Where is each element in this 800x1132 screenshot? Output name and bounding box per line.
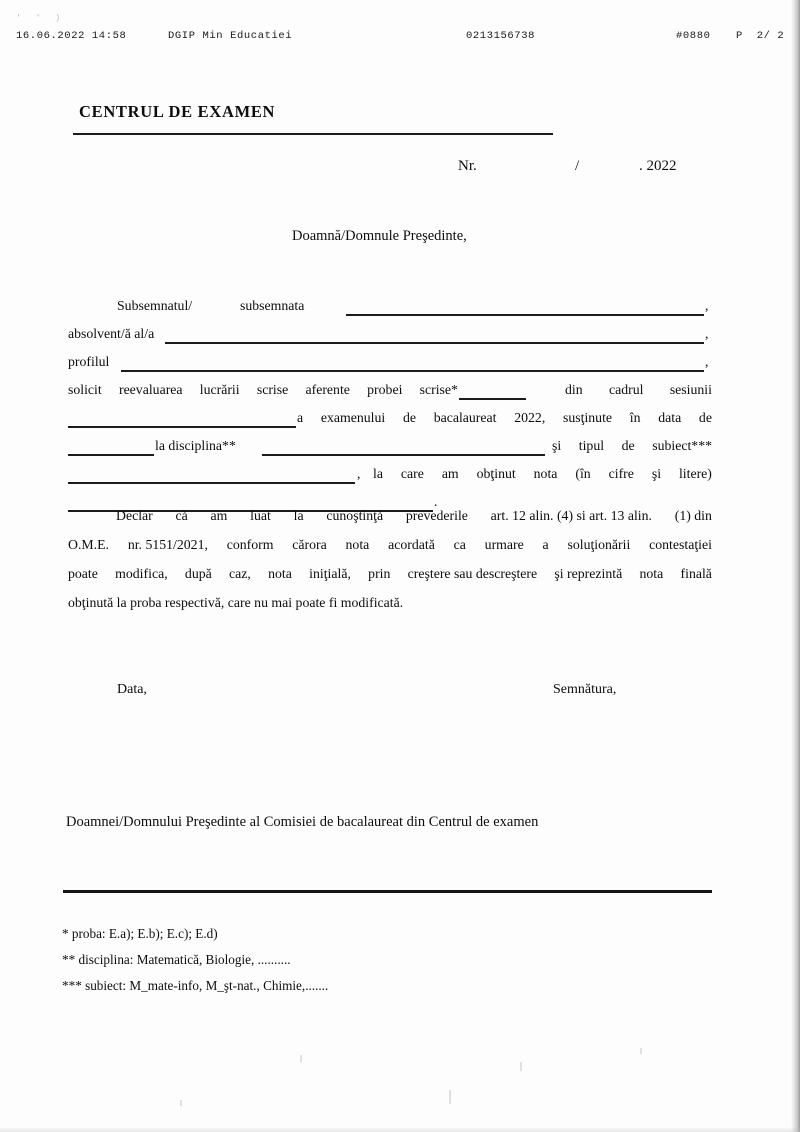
word-2022: 2022, — [514, 410, 546, 425]
scan-speck — [449, 1090, 451, 1104]
word-obtinut: obţinut — [476, 466, 516, 481]
decl-word-solutionarii: soluţionării — [567, 537, 631, 552]
word-si2: şi — [651, 466, 662, 481]
reference-label: Nr. — [458, 158, 477, 174]
reference-number-line — [0, 158, 800, 180]
word-la2: la — [373, 466, 383, 481]
form-line-examen — [68, 410, 712, 438]
blank-rule-profile[interactable] — [121, 370, 704, 372]
scan-edge-shadow — [791, 0, 800, 1132]
word-examenului: examenului — [320, 410, 386, 425]
decl-word-prin: prin — [368, 566, 391, 581]
blank-rule-sesiune[interactable] — [68, 426, 296, 428]
footnote-proba: * proba: E.a); E.b); E.c); E.d) — [62, 926, 218, 941]
footnotes — [62, 921, 328, 999]
decl-word-contestatiei: contestaţiei — [649, 537, 712, 552]
scan-bottom-shadow — [0, 1127, 800, 1132]
decl-word-am: am — [210, 508, 228, 523]
fax-scan-artifacts: ' ' ) — [16, 14, 66, 23]
fax-number: 0213156738 — [466, 30, 536, 42]
declaration-line-4 — [68, 595, 712, 624]
decl-word-poate: poate — [68, 566, 98, 581]
decl-word-nota2: nota — [268, 566, 292, 581]
word-de: de — [402, 410, 416, 425]
fax-page-mark: P 2/ 2 — [736, 30, 785, 42]
decl-word-declar: Declar — [116, 508, 153, 523]
label-profilul: profilul — [68, 354, 110, 369]
comma-line3: , — [705, 354, 709, 369]
scan-speck — [300, 1055, 302, 1062]
word-sustinute: susţinute — [562, 410, 613, 425]
form-line-profilul — [68, 354, 712, 382]
word-din: din — [565, 382, 583, 397]
nota-phrase — [373, 466, 712, 482]
blank-rule-data[interactable] — [68, 454, 154, 456]
decl-word-conform: conform — [226, 537, 274, 552]
fax-header — [0, 30, 800, 56]
decl-word-initiala: iniţială, — [309, 566, 351, 581]
word-reevaluarea: reevaluarea — [118, 382, 183, 397]
footnote-subiect: *** subiect: M_mate-info, M_şt-nat., Chimie,....... — [62, 978, 329, 993]
examen-phrase — [297, 410, 712, 426]
form-line-disciplina — [68, 438, 712, 466]
decl-word-carora: cărora — [292, 537, 327, 552]
disciplina-tail — [552, 438, 712, 454]
decl-word-ome: O.M.E. — [68, 537, 110, 552]
word-tipul: tipul — [578, 438, 605, 453]
reference-separator: / — [575, 158, 580, 174]
form-line-nota — [68, 466, 712, 494]
decl-word-caz: caz, — [229, 566, 251, 581]
decl-word-reprezinta: şi reprezintă — [554, 566, 623, 581]
label-subsemnatul: Subsemnatul/ — [117, 298, 193, 313]
title-underline-rule — [73, 133, 553, 135]
decl-word-dupa: după — [184, 566, 212, 581]
decl-word-ca: că — [175, 508, 188, 523]
decl-word-finala: finală — [680, 566, 712, 581]
decl-word-nr5151: nr. 5151/2021, — [127, 537, 208, 552]
signature-label: Semnătura, — [553, 682, 617, 697]
fax-datetime: 16.06.2022 14:58 — [16, 30, 127, 42]
declaration-line-1 — [68, 508, 712, 537]
decl-word-nota3: nota — [639, 566, 664, 581]
decl-word-luat: luat — [250, 508, 271, 523]
word-nota: nota — [533, 466, 558, 481]
declaration-line-1-words — [116, 508, 712, 524]
footnote-disciplina: ** disciplina: Matematică, Biologie, .......... — [62, 952, 291, 967]
decl-word-a: a — [542, 537, 549, 552]
declaration-line-4-text: obţinută la proba respectivă, care nu mai poate fi modificată. — [68, 595, 404, 610]
word-aferente: aferente — [305, 382, 350, 397]
word-cifre: cifre — [608, 466, 634, 481]
comma-line7: , — [357, 466, 361, 481]
declaration-line-2-words — [68, 537, 712, 553]
salutation: Doamnă/Domnule Preşedinte, — [292, 228, 467, 244]
fax-sender: DGIP Min Educatiei — [168, 30, 293, 42]
page-title: CENTRUL DE EXAMEN — [79, 102, 276, 121]
solicit-phrase — [68, 382, 458, 398]
decl-word-ca2: ca — [453, 537, 466, 552]
word-scrise-star: scrise* — [419, 382, 458, 397]
decl-word-prevederile: prevederile — [405, 508, 468, 523]
blank-rule-disciplina[interactable] — [262, 454, 545, 456]
declaration-line-2 — [68, 537, 712, 566]
form-line-solicit — [68, 382, 712, 410]
decl-word-cunostinta: cunoştinţă — [326, 508, 384, 523]
blank-rule-school[interactable] — [165, 342, 704, 344]
blank-rule-proba[interactable] — [459, 398, 526, 400]
comma-line2: , — [705, 326, 709, 341]
declaration-line-3 — [68, 566, 712, 595]
decl-word-din: (1) din — [674, 508, 712, 523]
decl-word-la: la — [293, 508, 304, 523]
word-cadrul: cadrul — [608, 382, 644, 397]
decl-word-urmare: urmare — [484, 537, 524, 552]
word-solicit: solicit — [68, 382, 102, 397]
word-bacalaureat: bacalaureat — [433, 410, 497, 425]
decl-word-acordata: acordată — [388, 537, 435, 552]
word-in: în — [629, 410, 641, 425]
scan-speck — [640, 1048, 642, 1054]
label-absolvent: absolvent/ă al/a — [68, 326, 155, 341]
word-de2: de — [698, 410, 712, 425]
word-lucrarii: lucrării — [199, 382, 240, 397]
word-data: data — [658, 410, 682, 425]
scan-speck — [180, 1100, 182, 1106]
scan-speck — [520, 1062, 522, 1071]
label-subsemnata: subsemnata — [240, 298, 305, 313]
decl-word-articole: art. 12 alin. (4) si art. 13 alin. — [490, 508, 652, 523]
declaration-paragraph — [68, 508, 712, 624]
addressee-line: Doamnei/Domnului Preşedinte al Comisiei de bacalaureat din Centrul de examen — [66, 814, 539, 830]
footnote-divider-rule — [63, 890, 712, 893]
period-line8: . — [434, 494, 438, 509]
blank-rule-subiect[interactable] — [68, 482, 355, 484]
word-scrise: scrise — [256, 382, 289, 397]
decl-word-nota: nota — [345, 537, 370, 552]
form-line-absolvent — [68, 326, 712, 354]
declaration-line-3-words — [68, 566, 712, 582]
word-care: care — [400, 466, 424, 481]
blank-rule-name[interactable] — [346, 314, 704, 316]
decl-word-modifica: modifica, — [115, 566, 168, 581]
word-litere: litere) — [678, 466, 712, 481]
word-sesiunii: sesiunii — [669, 382, 712, 397]
word-am: am — [441, 466, 459, 481]
form-body — [68, 298, 712, 522]
word-si: şi — [552, 438, 562, 453]
solicit-tail — [565, 382, 712, 398]
word-probei: probei — [367, 382, 403, 397]
form-line-subsemnatul — [68, 298, 712, 326]
date-label: Data, — [117, 682, 147, 697]
reference-year: . 2022 — [639, 158, 677, 174]
word-de3: de — [621, 438, 635, 453]
comma-line1: , — [705, 298, 709, 313]
decl-word-crestere: creştere sau descreştere — [407, 566, 538, 581]
fax-job-id: #0880 — [676, 30, 711, 42]
word-subiect: subiect*** — [652, 438, 712, 453]
label-la-disciplina: la disciplina** — [155, 438, 236, 453]
word-in2: (în — [575, 466, 591, 481]
word-a: a — [297, 410, 304, 425]
